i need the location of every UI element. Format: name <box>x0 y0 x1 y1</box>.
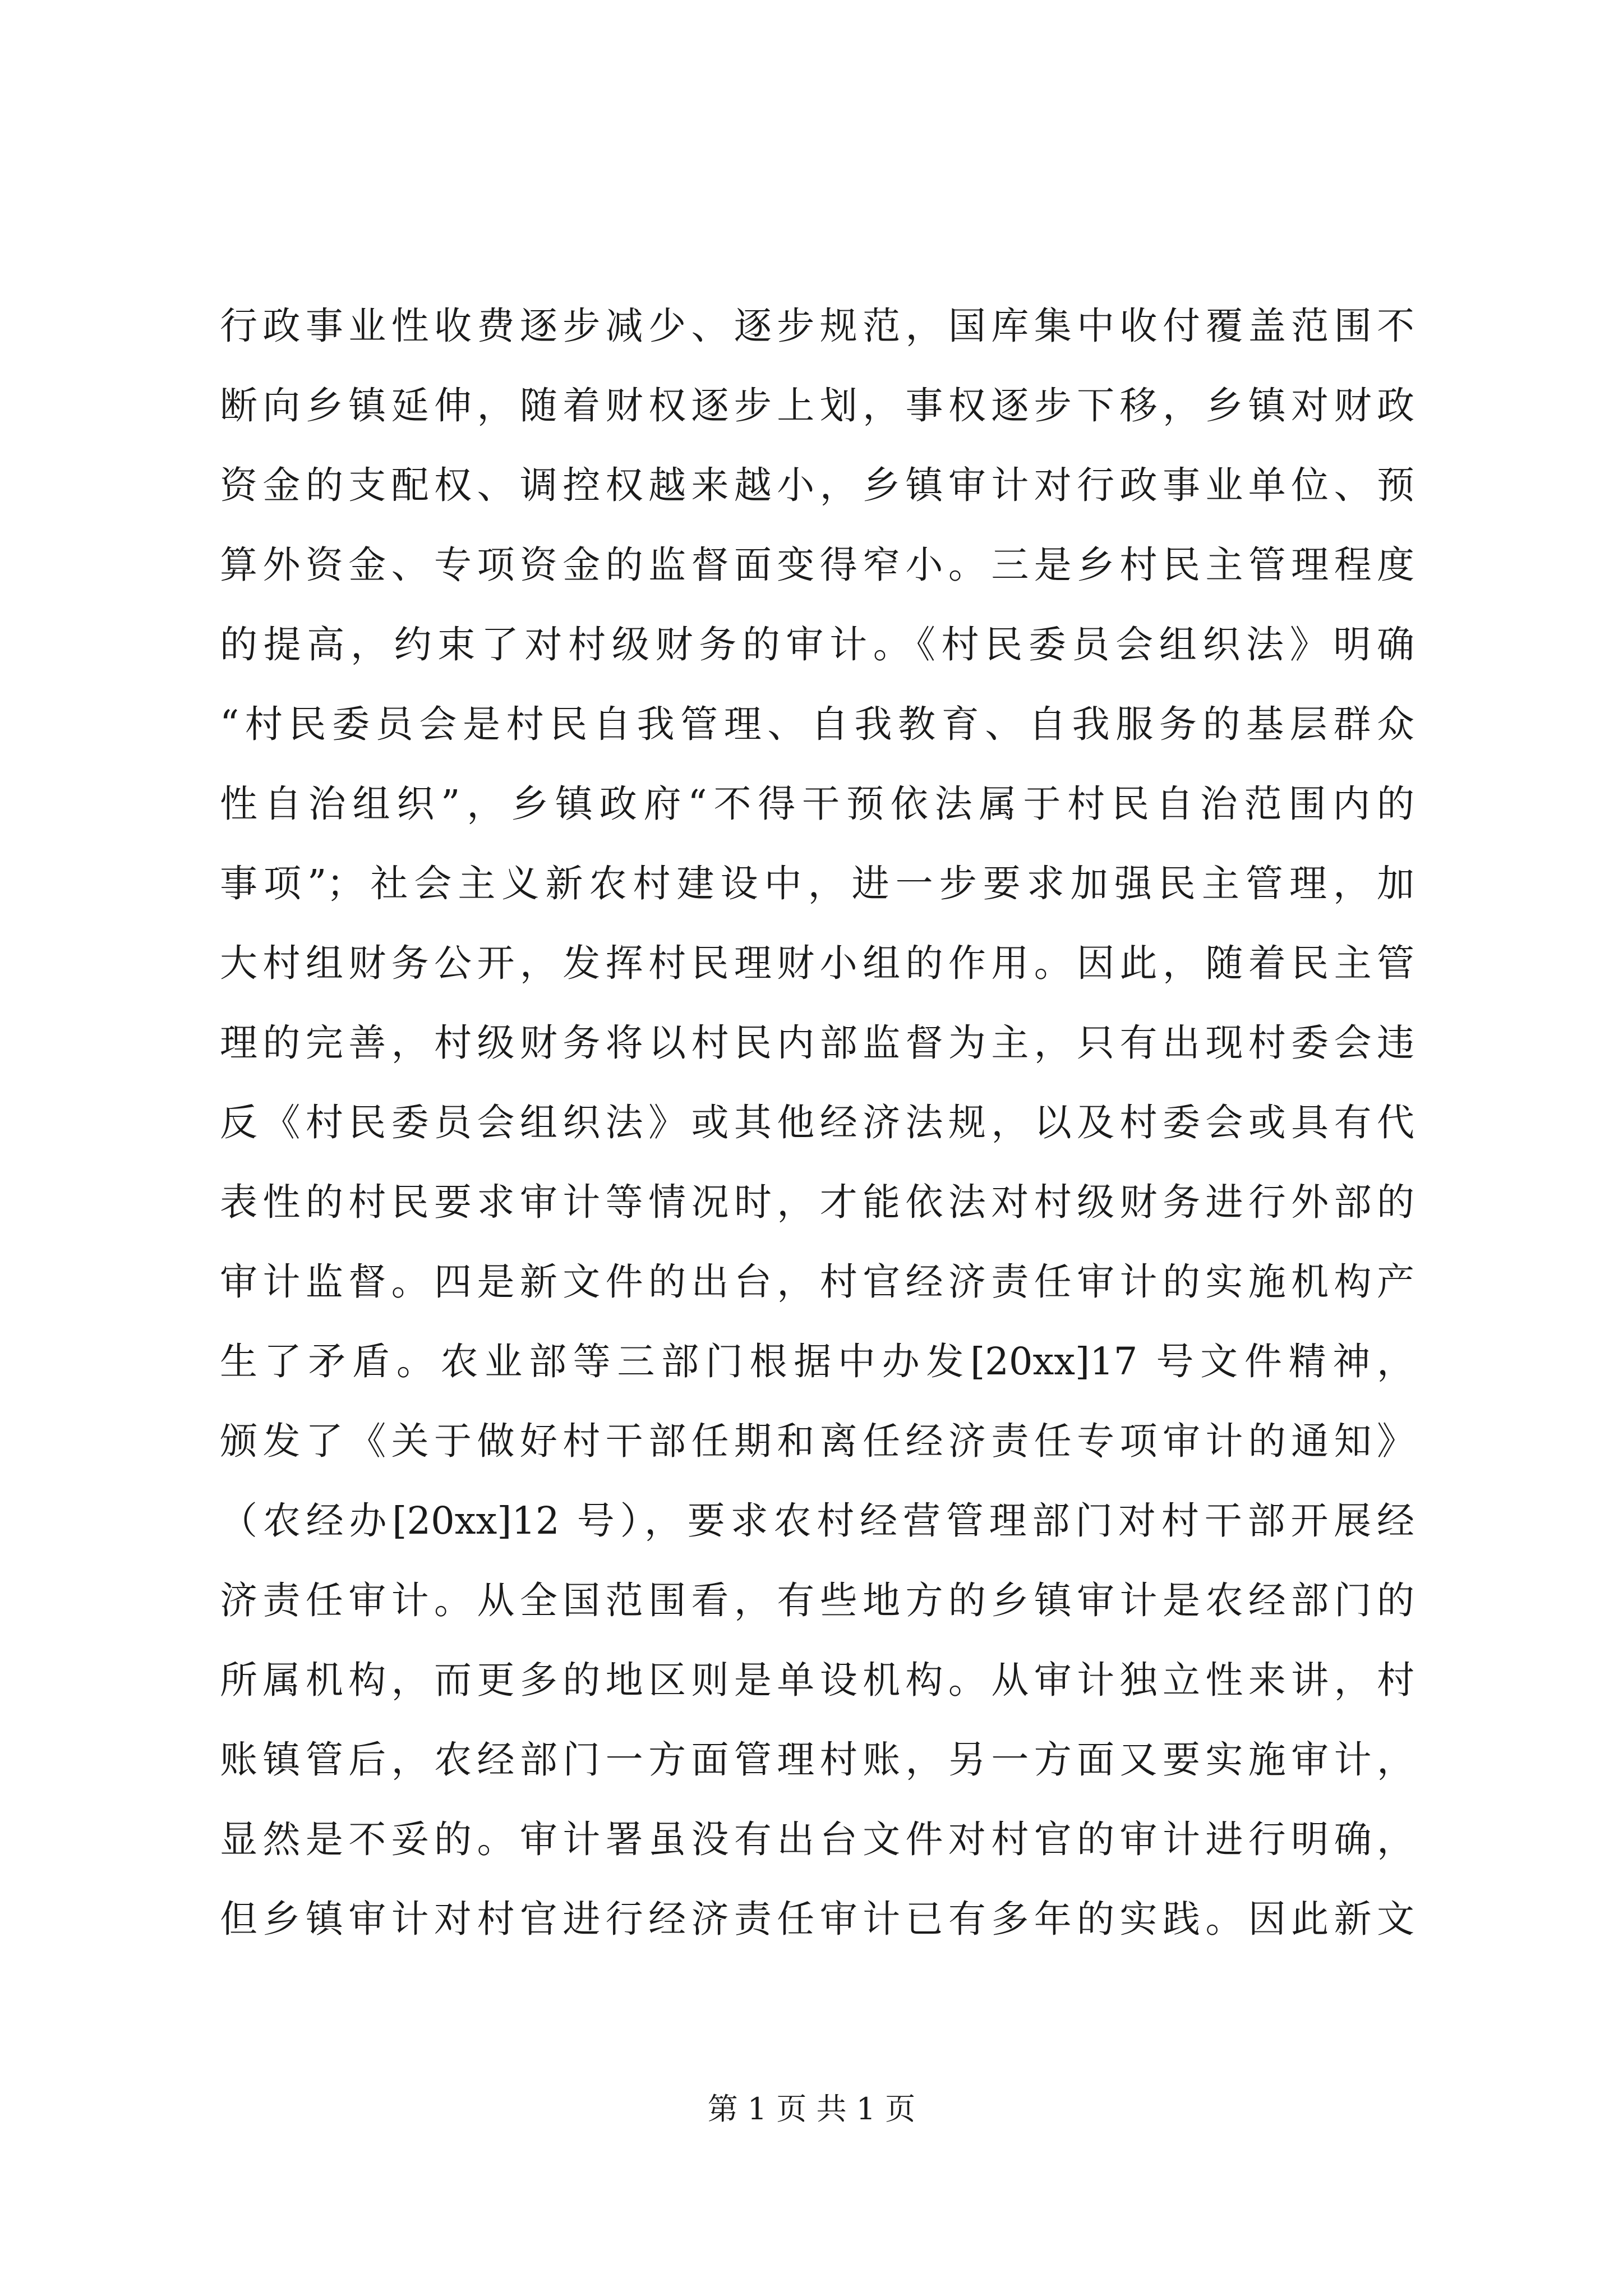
page-footer: 第 1 页 共 1 页 <box>707 2091 916 2127</box>
text-line: 生了矛盾。农业部等三部门根据中办发[20xx]17 号文件精神， <box>220 1340 1414 1383</box>
text-line: 账镇管后，农经部门一方面管理村账，另一方面又要实施审计， <box>220 1738 1414 1782</box>
text-line: 表性的村民要求审计等情况时，才能依法对村级财务进行外部的 <box>220 1180 1414 1224</box>
text-line: 反《村民委员会组织法》或其他经济法规，以及村委会或具有代 <box>220 1101 1414 1144</box>
text-line: 理的完善，村级财务将以村民内部监督为主，只有出现村委会违 <box>220 1021 1414 1065</box>
text-line: 显然是不妥的。审计署虽没有出台文件对村官的审计进行明确， <box>220 1818 1414 1861</box>
text-line: 资金的支配权、调控权越来越小，乡镇审计对行政事业单位、预 <box>220 463 1414 507</box>
text-line: 断向乡镇延伸，随着财权逐步上划，事权逐步下移，乡镇对财政 <box>220 384 1414 427</box>
text-line: 大村组财务公开，发挥村民理财小组的作用。因此，随着民主管 <box>220 941 1414 985</box>
body-paragraph <box>220 286 1414 1959</box>
text-line: 颁发了《关于做好村干部任期和离任经济责任专项审计的通知》 <box>220 1419 1414 1463</box>
text-line: 但乡镇审计对村官进行经济责任审计已有多年的实践。因此新文 <box>220 1897 1414 1941</box>
text-line: “村民委员会是村民自我管理、自我教育、自我服务的基层群众 <box>220 702 1414 746</box>
text-line: 算外资金、专项资金的监督面变得窄小。三是乡村民主管理程度 <box>220 543 1414 587</box>
text-line: 性自治组织”，乡镇政府“不得干预依法属于村民自治范围内的 <box>220 782 1414 826</box>
text-line: 的提高，约束了对村级财务的审计。《村民委员会组织法》明确 <box>220 623 1414 666</box>
text-line: 行政事业性收费逐步减少、逐步规范，国库集中收付覆盖范围不 <box>220 304 1414 348</box>
text-line: 济责任审计。从全国范围看，有些地方的乡镇审计是农经部门的 <box>220 1579 1414 1622</box>
text-line: 事项”；社会主义新农村建设中，进一步要求加强民主管理，加 <box>220 862 1414 905</box>
text-line: （农经办[20xx]12 号），要求农村经营管理部门对村干部开展经 <box>220 1499 1414 1543</box>
text-line: 审计监督。四是新文件的出台，村官经济责任审计的实施机构产 <box>220 1260 1414 1304</box>
text-line: 所属机构，而更多的地区则是单设机构。从审计独立性来讲，村 <box>220 1658 1414 1702</box>
